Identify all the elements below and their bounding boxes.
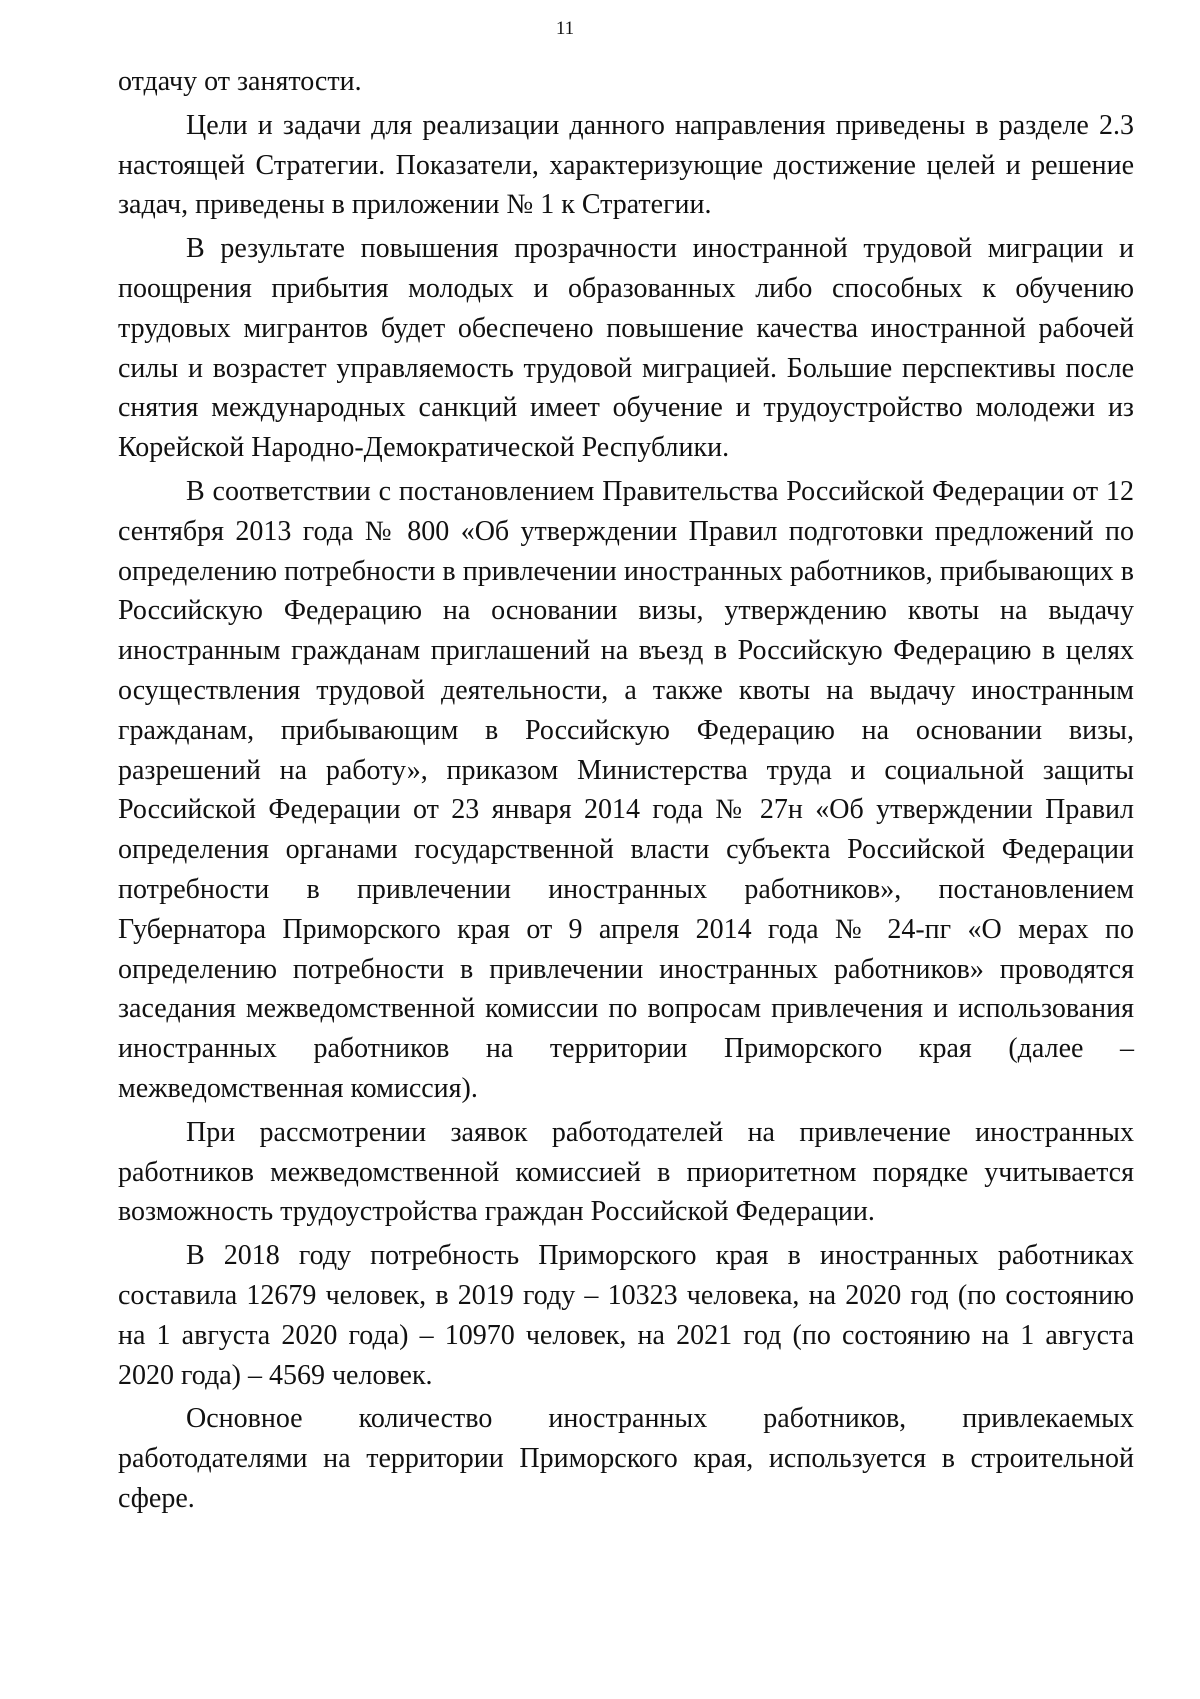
paragraph-migration-transparency: В результате повышения прозрачности иностранной трудовой миграции и поощрения прибытия молодых и образованных либо способных к обучению трудовых мигрантов будет обеспечено повышение качества иностранной рабочей силы и возрастет управляемость трудовой миграцией. Большие перспективы после снятия международных санкций имеет обучение и трудоустройство молодежи из Корейской Народно-Демократической Республики.: [118, 233, 1134, 464]
paragraph-employer-applications: При рассмотрении заявок работодателей на привлечение иностранных работников межведомственной комиссией в приоритетном порядке учитывается возможность трудоустройства граждан Российской Федерации.: [118, 1116, 1134, 1228]
paragraph-construction-sector: Основное количество иностранных работников, привлекаемых работодателями на территории Приморского края, используется в строительной сфере.: [118, 1403, 1134, 1514]
document-body: [118, 62, 1134, 1519]
page-number: 11: [555, 18, 575, 39]
paragraph-goals: Цели и задачи для реализации данного направления приведены в разделе 2.3 настоящей Стратегии. Показатели, характеризующие достижение целей и решение задач, приведены в приложении № 1 к Стратегии.: [118, 109, 1134, 221]
paragraph-continuation: отдачу от занятости.: [118, 66, 362, 97]
paragraph-demand-figures: В 2018 году потребность Приморского края в иностранных работниках составила 12679 человек, в 2019 году – 10323 человека, на 2020 год (по состоянию на 1 августа 2020 года) – 10970 человек, на 2021 год (по состоянию на 1 августа 2020 года) – 4569 человек.: [118, 1240, 1134, 1391]
paragraph-legal-basis: В соответствии с постановлением Правительства Российской Федерации от 12 сентября 2013 года № 800 «Об утверждении Правил подготовки предложений по определению потребности в привлечении иностранных работников, прибывающих в Российскую Федерацию на основании визы, утверждению квоты на выдачу иностранным гражданам приглашений на въезд в Российскую Федерацию в целях осуществления трудовой деятельности, а также квоты на выдачу иностранным гражданам, прибывающим в Российскую Федерацию на основании визы, разрешений на работу», приказом Министерства труда и социальной защиты Российской Федерации от 23 января 2014 года № 27н «Об утверждении Правил определения органами государственной власти субъекта Российской Федерации потребности в привлечении иностранных работников», постановлением Губернатора Приморского края от 9 апреля 2014 года № 24-пг «О мерах по определению потребности в привлечении иностранных работников» проводятся заседания межведомственной комиссии по вопросам привлечения и использования иностранных работников на территории Приморского края (далее – межведомственная комиссия).: [118, 475, 1134, 1104]
